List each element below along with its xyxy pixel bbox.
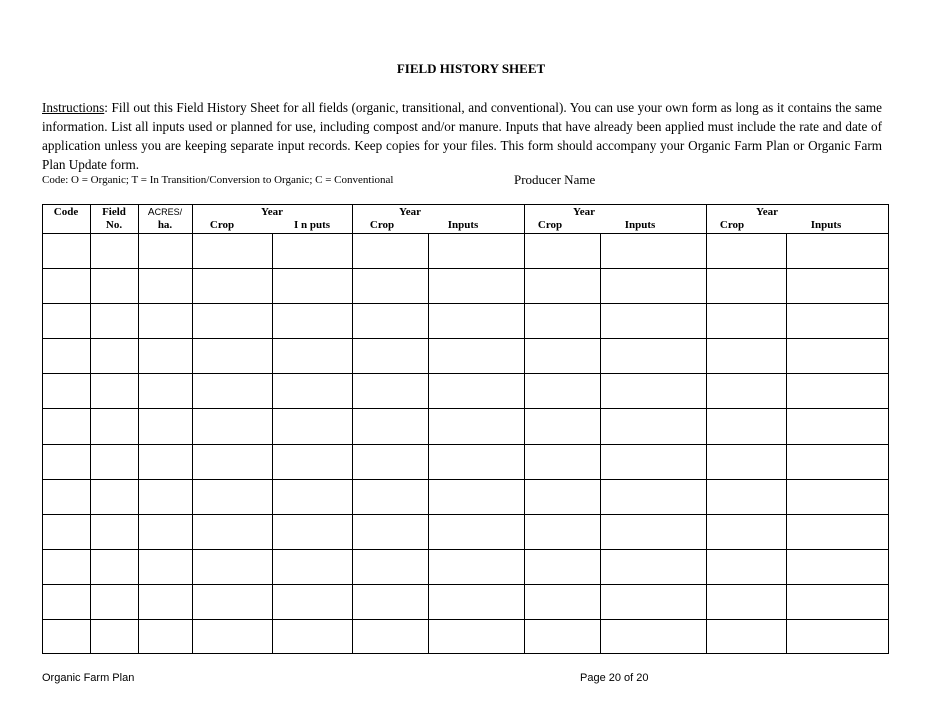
year-group-2-crop: Crop bbox=[369, 219, 395, 231]
table-cell[interactable] bbox=[707, 620, 786, 654]
table-cell[interactable] bbox=[43, 339, 90, 373]
instructions-label: Instructions bbox=[42, 100, 105, 115]
table-cell[interactable] bbox=[193, 374, 272, 408]
table-cell[interactable] bbox=[353, 339, 428, 373]
table-cell[interactable] bbox=[787, 480, 889, 514]
table-cell[interactable] bbox=[601, 339, 706, 373]
table-cell[interactable] bbox=[193, 234, 272, 268]
header-field-no bbox=[90, 206, 138, 232]
table-cell[interactable] bbox=[525, 339, 600, 373]
table-cell[interactable] bbox=[525, 550, 600, 584]
table-cell[interactable] bbox=[91, 304, 138, 338]
table-cell[interactable] bbox=[429, 445, 524, 479]
table-cell[interactable] bbox=[139, 409, 192, 443]
table-cell[interactable] bbox=[91, 339, 138, 373]
table-cell[interactable] bbox=[139, 374, 192, 408]
table-cell[interactable] bbox=[139, 515, 192, 549]
table-cell[interactable] bbox=[273, 515, 352, 549]
table-cell[interactable] bbox=[353, 585, 428, 619]
table-cell[interactable] bbox=[707, 374, 786, 408]
table-cell[interactable] bbox=[707, 550, 786, 584]
year-group-4-inputs: Inputs bbox=[810, 219, 842, 231]
table-cell[interactable] bbox=[601, 409, 706, 443]
table-cell[interactable] bbox=[429, 550, 524, 584]
table-cell[interactable] bbox=[91, 480, 138, 514]
table-cell[interactable] bbox=[601, 515, 706, 549]
footer-document-name: Organic Farm Plan bbox=[42, 672, 135, 684]
table-cell[interactable] bbox=[525, 515, 600, 549]
table-cell[interactable] bbox=[787, 339, 889, 373]
table-cell[interactable] bbox=[43, 409, 90, 443]
table-cell[interactable] bbox=[273, 550, 352, 584]
table-cell[interactable] bbox=[601, 620, 706, 654]
table-cell[interactable] bbox=[429, 304, 524, 338]
table-cell[interactable] bbox=[193, 620, 272, 654]
table-cell[interactable] bbox=[353, 515, 428, 549]
table-cell[interactable] bbox=[91, 515, 138, 549]
table-cell[interactable] bbox=[273, 445, 352, 479]
table-cell[interactable] bbox=[601, 445, 706, 479]
header-acres-rest: CRES/ bbox=[154, 207, 183, 217]
header-acres-line2: ha. bbox=[157, 219, 173, 231]
table-cell[interactable] bbox=[193, 515, 272, 549]
table-cell[interactable] bbox=[787, 445, 889, 479]
table-cell[interactable] bbox=[429, 409, 524, 443]
table-cell[interactable] bbox=[43, 374, 90, 408]
table-cell[interactable] bbox=[139, 445, 192, 479]
table-cell[interactable] bbox=[91, 585, 138, 619]
table-cell[interactable] bbox=[787, 550, 889, 584]
table-cell[interactable] bbox=[787, 374, 889, 408]
table-cell[interactable] bbox=[193, 550, 272, 584]
table-cell[interactable] bbox=[193, 585, 272, 619]
year-group-3-inputs: Inputs bbox=[624, 219, 656, 231]
table-cell[interactable] bbox=[273, 269, 352, 303]
table-cell[interactable] bbox=[429, 234, 524, 268]
table-cell[interactable] bbox=[525, 585, 600, 619]
table-cell[interactable] bbox=[707, 585, 786, 619]
year-group-2-inputs: Inputs bbox=[447, 219, 479, 231]
year-group-4-crop: Crop bbox=[719, 219, 745, 231]
header-acres-ha bbox=[138, 206, 192, 232]
table-cell[interactable] bbox=[273, 304, 352, 338]
table-cell[interactable] bbox=[273, 234, 352, 268]
table-cell[interactable] bbox=[707, 269, 786, 303]
table-cell[interactable] bbox=[429, 269, 524, 303]
table-cell[interactable] bbox=[43, 480, 90, 514]
table-cell[interactable] bbox=[273, 480, 352, 514]
table-cell[interactable] bbox=[193, 304, 272, 338]
year-group-1-crop: Crop bbox=[209, 219, 235, 231]
table-cell[interactable] bbox=[273, 585, 352, 619]
table-cell[interactable] bbox=[273, 620, 352, 654]
table-cell[interactable] bbox=[787, 585, 889, 619]
table-cell[interactable] bbox=[429, 339, 524, 373]
table-cell[interactable] bbox=[525, 445, 600, 479]
table-cell[interactable] bbox=[193, 409, 272, 443]
table-cell[interactable] bbox=[273, 409, 352, 443]
table-cell[interactable] bbox=[353, 550, 428, 584]
table-cell[interactable] bbox=[787, 304, 889, 338]
table-cell[interactable] bbox=[707, 304, 786, 338]
table-cell[interactable] bbox=[787, 620, 889, 654]
table-cell[interactable] bbox=[91, 234, 138, 268]
table-cell[interactable] bbox=[43, 550, 90, 584]
table-cell[interactable] bbox=[707, 480, 786, 514]
header-field-line2: No. bbox=[105, 219, 123, 231]
table-cell[interactable] bbox=[353, 374, 428, 408]
table-cell[interactable] bbox=[525, 409, 600, 443]
year-group-2-year: Year bbox=[399, 206, 421, 218]
table-cell[interactable] bbox=[353, 304, 428, 338]
table-cell[interactable] bbox=[353, 269, 428, 303]
table-cell[interactable] bbox=[601, 480, 706, 514]
table-cell[interactable] bbox=[43, 585, 90, 619]
table-cell[interactable] bbox=[91, 620, 138, 654]
field-history-table bbox=[42, 204, 889, 654]
table-cell[interactable] bbox=[43, 620, 90, 654]
table-cell[interactable] bbox=[601, 269, 706, 303]
header-acres-line1 bbox=[138, 206, 192, 219]
table-cell[interactable] bbox=[139, 269, 192, 303]
footer-page-number: Page 20 of 20 bbox=[580, 672, 649, 684]
table-cell[interactable] bbox=[139, 234, 192, 268]
table-cell[interactable] bbox=[429, 374, 524, 408]
year-group-3-crop: Crop bbox=[537, 219, 563, 231]
table-cell[interactable] bbox=[787, 515, 889, 549]
instructions-text: : Fill out this Field History Sheet for all fields (organic, transitional, and conventional). You can use your own form as long as it contains the same information. List all inputs used or planned for use, including compost and/or manure. Inputs that have already been applied must include the rate and date of application unless you are keeping separate input records. Keep copies for your files. This form should accompany your Organic Farm Plan or Organic Farm Plan Update form. bbox=[42, 100, 882, 172]
header-code: Code bbox=[53, 206, 79, 218]
table-cell[interactable] bbox=[43, 269, 90, 303]
table-cell[interactable] bbox=[43, 515, 90, 549]
table-cell[interactable] bbox=[139, 550, 192, 584]
table-cell[interactable] bbox=[707, 445, 786, 479]
table-cell[interactable] bbox=[43, 445, 90, 479]
table-cell[interactable] bbox=[139, 339, 192, 373]
year-group-4-year: Year bbox=[756, 206, 778, 218]
table-cell[interactable] bbox=[43, 304, 90, 338]
table-cell[interactable] bbox=[353, 409, 428, 443]
table-cell[interactable] bbox=[273, 339, 352, 373]
table-cell[interactable] bbox=[91, 374, 138, 408]
table-cell[interactable] bbox=[601, 374, 706, 408]
table-cell[interactable] bbox=[429, 620, 524, 654]
table-cell[interactable] bbox=[139, 620, 192, 654]
table-cell[interactable] bbox=[525, 234, 600, 268]
table-cell[interactable] bbox=[525, 480, 600, 514]
table-cell[interactable] bbox=[139, 304, 192, 338]
sheet-title: FIELD HISTORY SHEET bbox=[396, 61, 546, 76]
table-cell[interactable] bbox=[353, 445, 428, 479]
instructions-paragraph bbox=[42, 98, 882, 174]
table-cell[interactable] bbox=[707, 515, 786, 549]
table-cell[interactable] bbox=[787, 269, 889, 303]
table-cell[interactable] bbox=[525, 269, 600, 303]
header-acres-cap: A bbox=[147, 207, 155, 218]
table-cell[interactable] bbox=[91, 550, 138, 584]
table-cell[interactable] bbox=[525, 374, 600, 408]
table-cell[interactable] bbox=[429, 585, 524, 619]
table-cell[interactable] bbox=[193, 445, 272, 479]
table-cell[interactable] bbox=[273, 374, 352, 408]
table-cell[interactable] bbox=[601, 234, 706, 268]
table-cell[interactable] bbox=[707, 339, 786, 373]
year-group-3-year: Year bbox=[573, 206, 595, 218]
table-cell[interactable] bbox=[787, 234, 889, 268]
table-cell[interactable] bbox=[139, 480, 192, 514]
grid-horizontal-line bbox=[42, 204, 889, 205]
table-cell[interactable] bbox=[601, 585, 706, 619]
producer-name-label: Producer Name bbox=[514, 172, 596, 187]
code-legend: Code: O = Organic; T = In Transition/Conversion to Organic; C = Conventional bbox=[42, 174, 394, 186]
header-field-line1: Field bbox=[102, 206, 126, 218]
table-cell[interactable] bbox=[601, 304, 706, 338]
table-cell[interactable] bbox=[91, 269, 138, 303]
year-group-1-inputs: I n puts bbox=[293, 219, 331, 231]
table-cell[interactable] bbox=[601, 550, 706, 584]
table-cell[interactable] bbox=[429, 515, 524, 549]
table-cell[interactable] bbox=[353, 480, 428, 514]
table-cell[interactable] bbox=[525, 620, 600, 654]
table-cell[interactable] bbox=[139, 585, 192, 619]
table-cell[interactable] bbox=[43, 234, 90, 268]
year-group-1-year: Year bbox=[261, 206, 283, 218]
table-cell[interactable] bbox=[91, 409, 138, 443]
table-cell[interactable] bbox=[193, 480, 272, 514]
table-cell[interactable] bbox=[193, 339, 272, 373]
table-cell[interactable] bbox=[193, 269, 272, 303]
table-cell[interactable] bbox=[707, 234, 786, 268]
table-cell[interactable] bbox=[91, 445, 138, 479]
table-cell[interactable] bbox=[707, 409, 786, 443]
table-cell[interactable] bbox=[353, 620, 428, 654]
table-cell[interactable] bbox=[353, 234, 428, 268]
table-cell[interactable] bbox=[429, 480, 524, 514]
table-cell[interactable] bbox=[787, 409, 889, 443]
table-cell[interactable] bbox=[525, 304, 600, 338]
